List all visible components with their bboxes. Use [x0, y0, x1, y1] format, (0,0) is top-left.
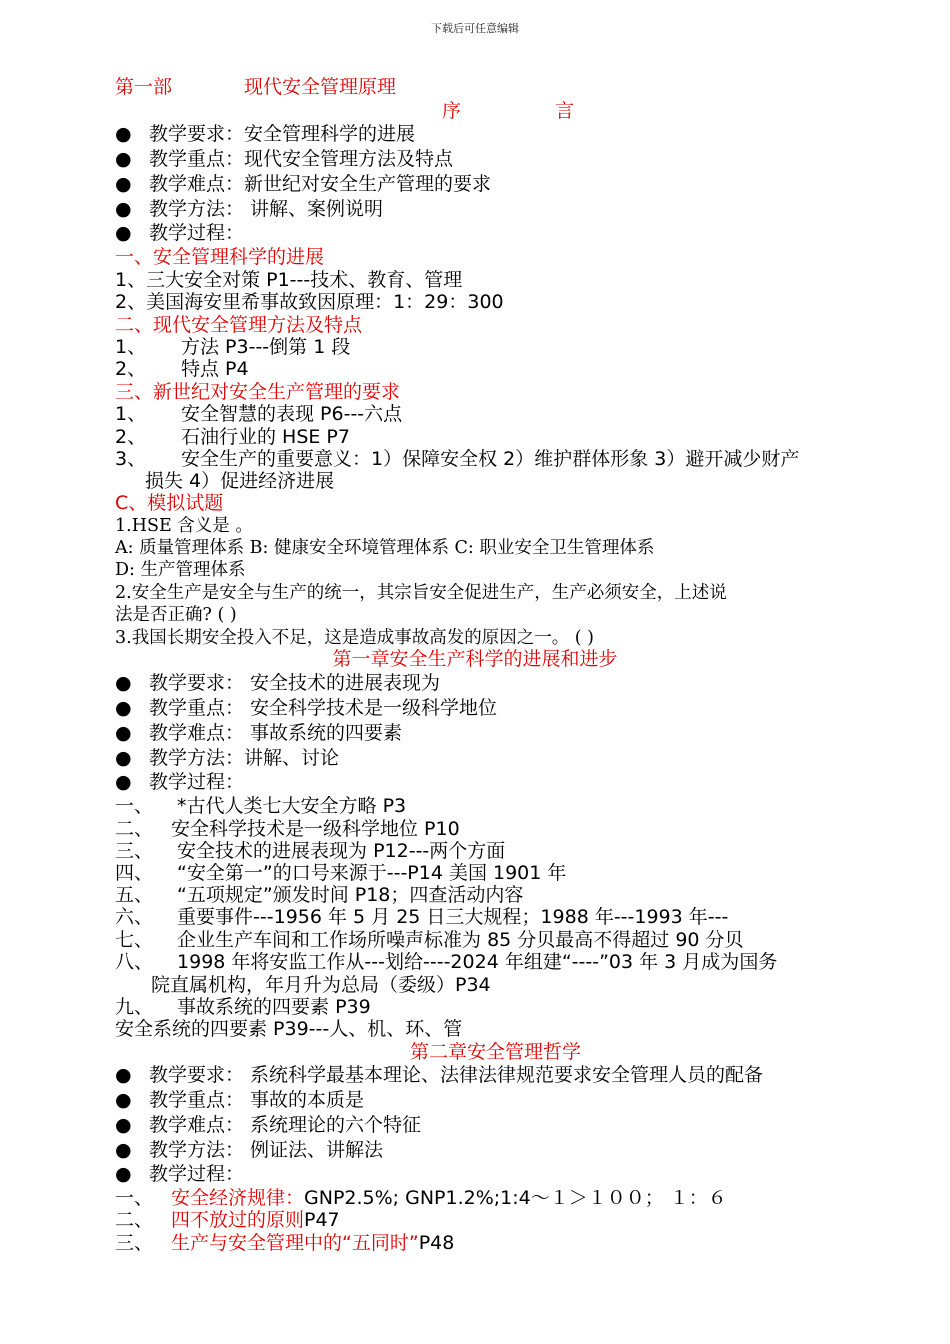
quiz-line: 1.HSE 含义是 。 — [115, 516, 253, 536]
bullet-item: ● 教学过程： — [115, 771, 245, 793]
quiz-line: 2.安全生产是安全与生产的统一，其宗旨安全促进生产，生产必须安全，上述说 — [115, 583, 727, 603]
list-item: 1、 方法 P3---倒第 1 段 — [115, 336, 351, 358]
part-title-text: 现代安全管理原理 — [244, 76, 397, 98]
bullet-item: ● 教学难点： 系统理论的六个特征 — [115, 1114, 422, 1136]
list-item: 3、 安全生产的重要意义：1）保障安全权 2）维护群体形象 3）避开减少财产 — [115, 448, 800, 470]
quiz-line: 3.我国长期安全投入不足，这是造成事故高发的原因之一。 ( ) — [115, 628, 594, 648]
bullet-item: ● 教学方法： 讲解、案例说明 — [115, 198, 384, 220]
section-title: 一、安全管理科学的进展 — [115, 246, 325, 268]
list-item: 四、 “安全第一”的口号来源于---P14 美国 1901 年 — [115, 862, 567, 884]
page-header: 下载后可任意编辑 — [431, 22, 519, 35]
list-item-continuation: 损失 4）促进经济进展 — [145, 470, 335, 492]
bullet-item: ● 教学要求： 安全技术的进展表现为 — [115, 672, 441, 694]
preface-title: 序 言 — [442, 100, 575, 122]
bullet-item: ● 教学重点： 安全科学技术是一级科学地位 — [115, 697, 498, 719]
part-title-number: 第一部 — [115, 76, 173, 98]
bullet-item: ● 教学要求： 系统科学最基本理论、法律法律规范要求安全管理人员的配备 — [115, 1064, 764, 1086]
chapter-title: 第一章安全生产科学的进展和进步 — [332, 648, 618, 670]
list-item: 2、 特点 P4 — [115, 358, 249, 380]
list-item: 安全系统的四要素 P39---人、机、环、管 — [115, 1018, 463, 1040]
bullet-item: ● 教学难点： 事故系统的四要素 — [115, 722, 403, 744]
list-item-continuation: 院直属机构，年月升为总局（委级）P34 — [151, 974, 491, 996]
list-item: 五、 “五项规定”颁发时间 P18；四查活动内容 — [115, 884, 524, 906]
section-title: 三、新世纪对安全生产管理的要求 — [115, 381, 401, 403]
bullet-item: ● 教学方法： 例证法、讲解法 — [115, 1139, 384, 1161]
section-title: C、模拟试题 — [115, 492, 224, 514]
list-item: 七、 企业生产车间和工作场所噪声标准为 85 分贝最高不得超过 90 分贝 — [115, 929, 744, 951]
bullet-item: ● 教学过程： — [115, 222, 245, 244]
bullet-item: ● 教学重点：现代安全管理方法及特点 — [115, 148, 454, 170]
list-item: 一、 安全经济规律：GNP2.5%; GNP1.2%;1:4～１＞１００； １：６ — [115, 1187, 727, 1209]
list-item: 三、 生产与安全管理中的“五同时”P48 — [115, 1232, 455, 1254]
bullet-item: ● 教学方法：讲解、讨论 — [115, 747, 340, 769]
list-item: 六、 重要事件---1956 年 5 月 25 日三大规程；1988 年---1993 年--- — [115, 906, 729, 928]
list-item: 八、 1998 年将安监工作从---划给----2024 年组建“----”03 年 3 月成为国务 — [115, 951, 778, 973]
quiz-line: 法是否正确? ( ) — [115, 605, 237, 625]
list-item: 2、美国海安里希事故致因原理：1：29：300 — [115, 291, 504, 313]
list-item: 三、 安全技术的进展表现为 P12---两个方面 — [115, 840, 506, 862]
quiz-line: A: 质量管理体系 B: 健康安全环境管理体系 C: 职业安全卫生管理体系 — [115, 538, 655, 558]
part-title — [115, 75, 396, 99]
list-item: 1、三大安全对策 P1---技术、教育、管理 — [115, 269, 463, 291]
list-item: 二、 安全科学技术是一级科学地位 P10 — [115, 818, 460, 840]
list-item: 九、 事故系统的四要素 P39 — [115, 996, 371, 1018]
chapter-title: 第二章安全管理哲学 — [410, 1041, 582, 1063]
quiz-line: D: 生产管理体系 — [115, 560, 246, 580]
list-item: 2、 石油行业的 HSE P7 — [115, 426, 350, 448]
section-title: 二、现代安全管理方法及特点 — [115, 314, 363, 336]
bullet-item: ● 教学重点： 事故的本质是 — [115, 1089, 365, 1111]
list-item: 1、 安全智慧的表现 P6---六点 — [115, 403, 403, 425]
bullet-item: ● 教学难点：新世纪对安全生产管理的要求 — [115, 173, 492, 195]
bullet-item: ● 教学过程： — [115, 1163, 245, 1185]
bullet-item: ● 教学要求：安全管理科学的进展 — [115, 123, 416, 145]
list-item: 二、 四不放过的原则P47 — [115, 1209, 340, 1231]
list-item: 一、 *古代人类七大安全方略 P3 — [115, 795, 407, 817]
